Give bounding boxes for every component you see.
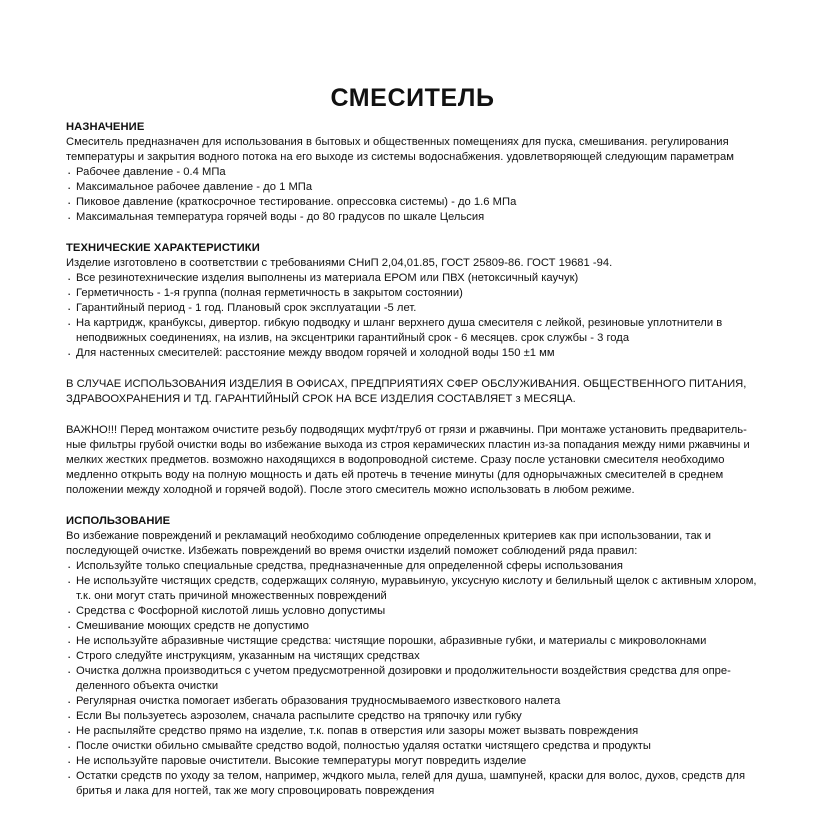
section-heading-specs: ТЕХНИЧЕСКИЕ ХАРАКТЕРИСТИКИ [66, 242, 260, 254]
list-item: · Не используйте паровые очистители. Высокие температуры могут повредить изделие [66, 754, 760, 769]
list-item: · Остатки средств по уходу за телом, например, жчдкого мыла, гелей для душа, шампуней, краски для волос, духов, средств для бритья и лака для ногтей, так же могу спровоцировать повреждения [66, 769, 760, 799]
list-item: · Максимальное рабочее давление - до 1 МПа [66, 180, 760, 195]
list-item: · Регулярная очистка помогает избегать образования трудносмываемого известкового налета [66, 694, 760, 709]
list-item: · На картридж, кранбуксы, дивертор. гибкую подводку и шланг верхнего душа смесителя с лейкой, резиновые уплотнители в неподвижных соединениях, на излив, на эксцентрики гарантийный срок - 6 месяцев. срок службы - 3 года [66, 316, 760, 346]
specs-bullet-list [66, 271, 760, 361]
list-item: · Рабочее давление - 0.4 МПа [66, 165, 760, 180]
list-item: · Герметичность - 1-я группа (полная герметичность в закрытом состоянии) [66, 286, 760, 301]
important-notice-paragraph: ВАЖНО!!! Перед монтажом очистите резьбу подводящих муфт/труб от грязи и ржавчины. При монтаже установить предваритель-ные фильтры грубой очистки воды во избежание выхода из строя керамических пластин из-за попадания между ними ржавчины и мелких жестких предметов. возможно находящихся в водопроводной системе. Сразу после установки смесителя необходимо медленно открыть воду на полную мощность и дать ей протечь в течение минуты (для однорычажных смесителей в среднем положении между холодной и горячей водой). После этого смеситель можно использовать в любом режиме. [66, 424, 750, 496]
specs-intro-paragraph: Изделие изготовлено в соответствии с требованиями СНиП 2,04,01.85, ГОСТ 25809-86. ГОСТ 19681 -94. [66, 257, 613, 269]
list-item: · Используйте только специальные средства, предназначенные для определенной сферы использования [66, 559, 760, 574]
list-item: · Не используйте абразивные чистящие средства: чистящие порошки, абразивные губки, и материалы с микроволокнами [66, 634, 760, 649]
list-item: · Не используйте чистящих средств, содержащих соляную, муравьиную, уксусную кислоту и белильный щелок с активным хлором, т.к. они могут стать причиной множественных повреждений [66, 574, 760, 604]
list-item: · Очистка должна производиться с учетом предусмотренной дозировки и продолжительности воздействия средства для опре-деленного объекта очистки [66, 664, 760, 694]
section-purpose [66, 120, 760, 225]
list-item: · Максимальная температура горячей воды - до 80 градусов по шкале Цельсия [66, 210, 760, 225]
list-item: · Строго следуйте инструкциям, указанным на чистящих средствах [66, 649, 760, 664]
usage-intro-paragraph: Во избежание повреждений и рекламаций необходимо соблюдение определенных критериев как при использовании, так и последующей очистке. Избежать повреждений во время очистки изделий поможет соблюдений ряда правил: [66, 530, 711, 557]
section-specs [66, 241, 760, 361]
section-important-notice [66, 423, 760, 498]
list-item: · Для настенных смесителей: расстояние между вводом горячей и холодной воды 150 ±1 мм [66, 346, 760, 361]
list-item: · Все резинотехнические изделия выполнены из материала ЕРОМ или ПВХ (нетоксичный каучук) [66, 271, 760, 286]
list-item: · Пиковое давление (краткосрочное тестирование. опрессовка системы) - до 1.6 МПа [66, 195, 760, 210]
list-item: · Не распыляйте средство прямо на изделие, т.к. попав в отверстия или зазоры может вызвать повреждения [66, 724, 760, 739]
page-title: СМЕСИТЕЛЬ [330, 83, 495, 112]
section-heading-usage: ИСПОЛЬЗОВАНИЕ [66, 515, 171, 527]
section-usage [66, 514, 760, 799]
document-body [66, 120, 760, 799]
purpose-bullet-list [66, 165, 760, 225]
purpose-intro-paragraph: Смеситель предназначен для использования в бытовых и общественных помещениях для пуска, смешивания. регулирования температуры и закрытия водного потока на его выходе из системы водоснабжения. удовлетворяющей следующим параметрам [66, 136, 734, 163]
list-item: · Гарантийный период - 1 год. Плановый срок эксплуатации -5 лет. [66, 301, 760, 316]
list-item: · Средства с Фосфорной кислотой лишь условно допустимы [66, 604, 760, 619]
section-heading-purpose: НАЗНАЧЕНИЕ [66, 121, 145, 133]
commercial-notice-paragraph: В СЛУЧАЕ ИСПОЛЬЗОВАНИЯ ИЗДЕЛИЯ В ОФИСАХ, ПРЕДПРИЯТИЯХ СФЕР ОБСЛУЖИВАНИЯ. ОБЩЕСТВЕННОГО ПИТАНИЯ, ЗДРАВООХРАНЕНИЯ И ТД. ГАРАНТИЙНЫЙ СРОК НА ВСЕ ИЗДЕЛИЯ СОСТАВЛЯЕТ з МЕСЯЦА. [66, 378, 747, 405]
list-item: · Если Вы пользуетесь аэрозолем, сначала распылите средство на тряпочку или губку [66, 709, 760, 724]
usage-bullet-list [66, 559, 760, 799]
section-commercial-notice [66, 377, 760, 407]
list-item: · После очистки обильно смывайте средство водой, полностью удаляя остатки чистящего средства и продукты [66, 739, 760, 754]
list-item: · Смешивание моющих средств не допустимо [66, 619, 760, 634]
